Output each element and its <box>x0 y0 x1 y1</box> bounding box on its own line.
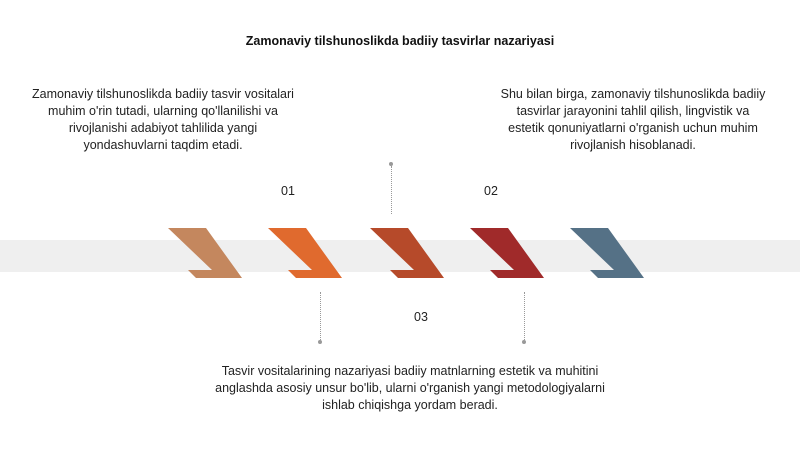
step-3-number: 03 <box>414 310 428 324</box>
step-1-number: 01 <box>281 184 295 198</box>
connector-dot-left <box>318 340 322 344</box>
diagram-title: Zamonaviy tilshunoslikda badiiy tasvirlar nazariyasi <box>245 34 555 48</box>
connector-line-top <box>391 166 392 214</box>
step-1-text: Zamonaviy tilshunoslikda badiiy tasvir vositalari muhim o'rin tutadi, ularning qo'llanilishi va rivojlanishi adabiyot tahlilida yangi yondashuvlarni taqdim etadi. <box>32 87 294 152</box>
step-3-text: Tasvir vositalarining nazariyasi badiiy matnlarning estetik va muhitini anglashda asosiy unsur bo'lib, ularni o'rganish yangi metodologiyalarni ishlab chiqishga yordam beradi. <box>215 364 605 412</box>
step-2-text: Shu bilan birga, zamonaviy tilshunoslikda badiiy tasvirlar jarayonini tahlil qilish, lingvistik va estetik qonuniyatlarni o'rganish uchun muhim rivojlanish hisoblanadi. <box>500 87 766 152</box>
connector-line-right <box>524 292 525 340</box>
process-shape-1 <box>168 228 242 278</box>
connector-dot-right <box>522 340 526 344</box>
connector-line-left <box>320 292 321 340</box>
process-shape-5 <box>570 228 644 278</box>
step-2-number: 02 <box>484 184 498 198</box>
process-shape-3 <box>370 228 444 278</box>
process-shape-4 <box>470 228 544 278</box>
process-shape-2 <box>268 228 342 278</box>
